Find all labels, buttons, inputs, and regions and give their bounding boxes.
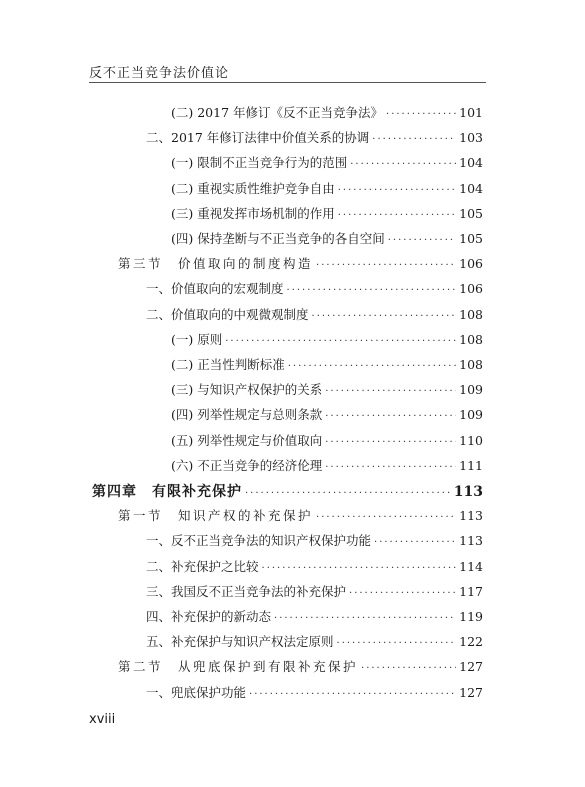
toc-entry-title: 四、补充保护的新动态	[146, 609, 272, 624]
toc-entry-page: 106	[459, 281, 483, 297]
dot-leader	[350, 159, 456, 170]
dot-leader	[337, 638, 457, 649]
toc-entry-title: 二、补充保护之比较	[146, 558, 259, 574]
toc-entry-page: 101	[459, 105, 483, 120]
page-number: xviii	[89, 712, 116, 727]
page-header: 反不正当竞争法价值论	[89, 66, 230, 81]
dot-leader	[388, 235, 456, 246]
header-rule	[89, 82, 486, 83]
dot-leader	[245, 488, 451, 499]
toc-entry	[171, 103, 483, 121]
toc-entry-title: 第一节 知识产权的补充保护	[118, 508, 314, 524]
dot-leader	[249, 689, 456, 700]
toc-entry	[118, 506, 483, 524]
toc-entry-page: 122	[459, 634, 483, 650]
toc-entry	[146, 632, 483, 650]
toc-entry-title: 第三节 价值取向的制度构造	[118, 256, 314, 272]
toc-entry-page: 108	[459, 306, 483, 322]
toc-entry-title: (三) 与知识产权保护的关系	[171, 382, 323, 398]
toc-entry	[171, 431, 483, 449]
toc-entry	[146, 305, 483, 323]
toc-entry-page: 104	[459, 155, 483, 171]
toc-entry-page: 105	[459, 231, 483, 246]
dot-leader	[316, 260, 456, 271]
toc-entry-page: 117	[459, 583, 483, 599]
toc-entry-title: (二) 重视实质性维护竞争自由	[171, 180, 335, 196]
dot-leader	[287, 285, 457, 296]
toc-entry-title: (六) 不正当竞争的经济伦理	[171, 457, 323, 473]
toc-entry-title: 五、补充保护与知识产权法定原则	[146, 634, 334, 650]
dot-leader	[325, 386, 456, 397]
toc-entry-page: 109	[459, 407, 483, 423]
toc-entry-page: 127	[459, 659, 483, 675]
toc-entry-page: 109	[459, 382, 483, 398]
toc-entry-title: 一、价值取向的宏观制度	[146, 281, 284, 297]
toc-entry	[171, 380, 483, 398]
toc-entry	[171, 330, 483, 348]
dot-leader	[338, 210, 456, 221]
toc-entry	[171, 456, 483, 474]
toc-entry	[146, 557, 483, 575]
toc-entry	[146, 683, 483, 701]
dot-leader	[338, 185, 456, 196]
toc-entry-page: 105	[459, 205, 483, 221]
toc-entry-page: 113	[453, 484, 483, 500]
toc-entry-page: 104	[459, 180, 483, 196]
toc-entry-title: 二、2017 年修订法律中价值关系的协调	[146, 130, 370, 146]
toc-entry-title: 第四章 有限补充保护	[92, 484, 242, 500]
toc-entry-title: 第二节 从兜底保护到有限补充保护	[118, 659, 359, 675]
toc-entry-title: 二、价值取向的中观微观制度	[146, 306, 309, 322]
dot-leader	[325, 462, 456, 473]
toc-entry	[171, 405, 483, 423]
toc-entry-page: 113	[459, 508, 483, 524]
toc-entry-page: 110	[459, 432, 483, 448]
dot-leader	[325, 437, 456, 448]
toc-entry-title: (五) 列举性规定与价值取向	[171, 432, 323, 448]
toc-entry-title: (三) 重视发挥市场机制的作用	[171, 205, 335, 221]
toc-entry	[171, 204, 483, 222]
toc-entry	[146, 128, 483, 146]
dot-leader	[372, 134, 456, 145]
toc-entry-page: 108	[459, 357, 483, 372]
toc-entry-title: (四) 保持垄断与不正当竞争的各自空间	[171, 231, 385, 246]
dot-leader	[288, 361, 456, 372]
toc-entry-page: 113	[459, 533, 483, 549]
toc-entry	[118, 254, 483, 272]
toc-entry	[146, 279, 483, 297]
toc-entry-title: (一) 限制不正当竞争行为的范围	[171, 155, 348, 171]
toc-entry-title: 三、我国反不正当竞争法的补充保护	[146, 583, 347, 599]
toc-entry-title: (二) 2017 年修订《反不正当竞争法》	[171, 105, 384, 120]
toc-entry-page: 108	[459, 331, 483, 347]
toc-entry-title: 一、兜底保护功能	[146, 684, 247, 700]
toc-entry	[171, 229, 483, 247]
dot-leader	[374, 537, 456, 548]
toc-entry	[171, 355, 483, 373]
toc-entry-title: 一、反不正当竞争法的知识产权保护功能	[146, 533, 372, 549]
toc-entry-page: 119	[459, 609, 483, 624]
toc-entry	[92, 481, 483, 501]
dot-leader	[349, 588, 456, 599]
dot-leader	[312, 311, 457, 322]
dot-leader	[262, 563, 457, 574]
toc-entry	[171, 153, 483, 171]
dot-leader	[325, 411, 456, 422]
toc-entry	[146, 582, 483, 600]
toc-entry-title: (二) 正当性判断标准	[171, 357, 285, 372]
toc-entry-title: (一) 原则	[171, 331, 223, 347]
toc-entry-page: 111	[459, 457, 483, 473]
toc-entry-page: 106	[459, 256, 483, 272]
toc-entry	[146, 607, 483, 625]
dot-leader	[386, 109, 456, 120]
dot-leader	[361, 663, 456, 674]
dot-leader	[316, 512, 456, 523]
dot-leader	[225, 336, 456, 347]
toc-entry	[146, 531, 483, 549]
toc-entry	[118, 657, 483, 675]
toc-entry-page: 103	[459, 130, 483, 146]
toc-entry	[171, 179, 483, 197]
dot-leader	[274, 613, 456, 624]
toc-entry-title: (四) 列举性规定与总则条款	[171, 407, 323, 423]
toc-entry-page: 114	[459, 558, 483, 574]
toc-entry-page: 127	[459, 684, 483, 700]
